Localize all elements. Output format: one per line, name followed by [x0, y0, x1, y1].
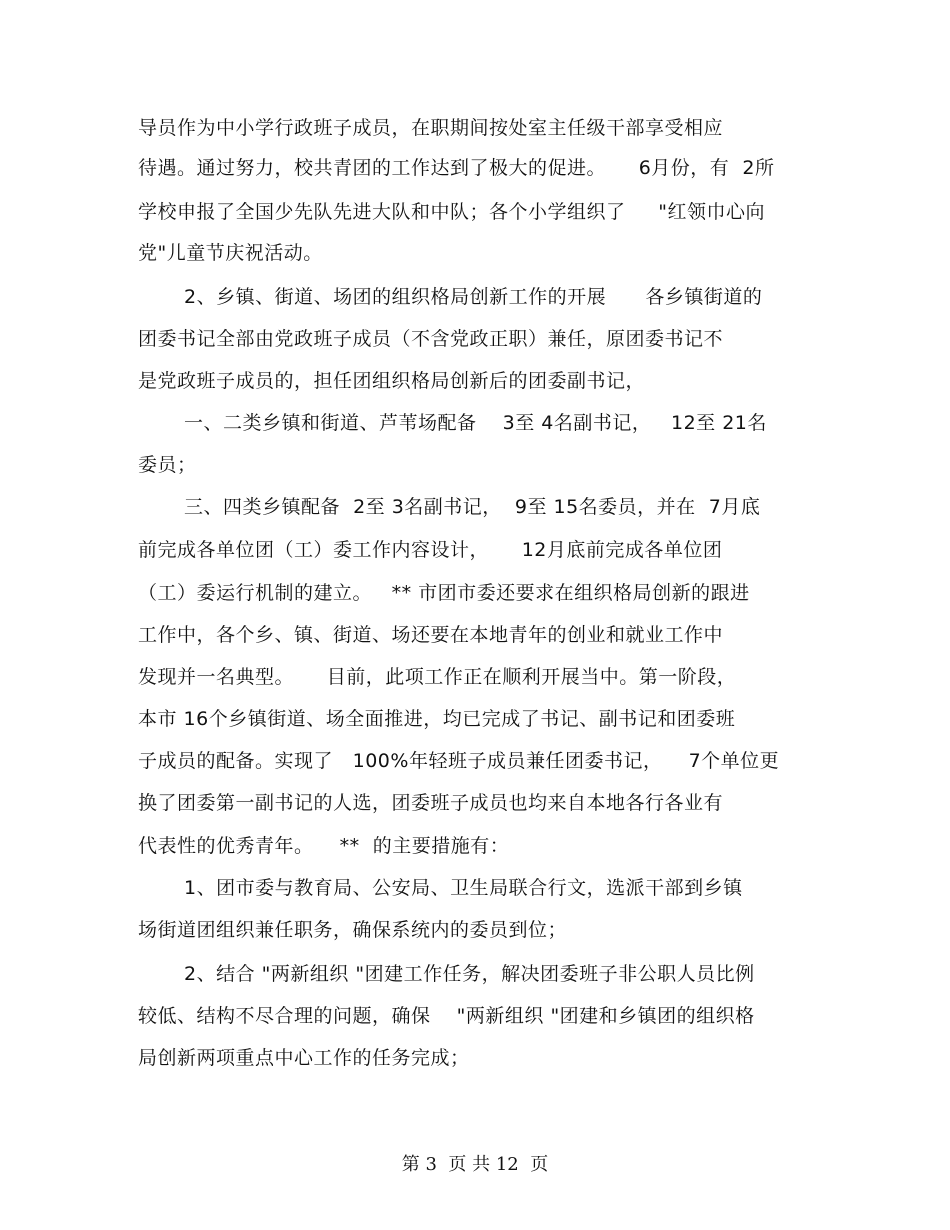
paragraph-line-5: 2、乡镇、街道、场团的组织格局创新工作的开展 各乡镇街道的 [184, 286, 763, 308]
paragraph-line-19: 1、团市委与教育局、公安局、卫生局联合行文，选派干部到乡镇 [184, 877, 743, 899]
paragraph-line-14: 发现并一名典型。 目前，此项工作正在顺利开展当中。第一阶段， [138, 666, 737, 688]
paragraph-line-9: 委员； [138, 454, 197, 476]
paragraph-line-13: 工作中，各个乡、镇、街道、场还要在本地青年的创业和就业工作中 [138, 624, 724, 646]
paragraph-line-1: 导员作为中小学行政班子成员，在职期间按处室主任级干部享受相应 [138, 117, 724, 139]
paragraph-line-12: （工）委运行机制的建立。 ** 市团市委还要求在组织格局创新的跟进 [138, 582, 750, 604]
page-number-footer: 第 3 页 共 12 页 [401, 1154, 549, 1175]
paragraph-line-8: 一、二类乡镇和街道、芦苇场配备 3至 4名副书记， 12至 21名 [184, 412, 767, 434]
paragraph-line-2: 待遇。通过努力，校共青团的工作达到了极大的促进。 6月份，有 2所 [138, 157, 775, 179]
paragraph-line-23: 局创新两项重点中心工作的任务完成； [138, 1047, 470, 1069]
paragraph-line-10: 三、四类乡镇配备 2至 3名副书记， 9至 15名委员，并在 7月底 [184, 496, 761, 518]
paragraph-line-7: 是党政班子成员的，担任团组织格局创新后的团委副书记， [138, 370, 646, 392]
paragraph-line-20: 场街道团组织兼任职务，确保系统内的委员到位； [138, 919, 568, 941]
paragraph-line-4: 党"儿童节庆祝活动。 [138, 242, 323, 264]
paragraph-line-3: 学校申报了全国少先队先进大队和中队；各个小学组织了 "红领巾心向 [138, 201, 765, 223]
paragraph-line-18: 代表性的优秀青年。 ** 的主要措施有： [138, 835, 510, 857]
paragraph-line-6: 团委书记全部由党政班子成员（不含党政正职）兼任，原团委书记不 [138, 328, 724, 350]
paragraph-line-22: 较低、结构不尽合理的问题，确保 "两新组织 "团建和乡镇团的组织格 [138, 1005, 755, 1027]
paragraph-line-15: 本市 16个乡镇街道、场全面推进，均已完成了书记、副书记和团委班 [138, 708, 736, 730]
paragraph-line-21: 2、结合 "两新组织 "团建工作任务，解决团委班子非公职人员比例 [184, 963, 755, 985]
paragraph-line-16: 子成员的配备。实现了 100%年轻班子成员兼任团委书记， 7个单位更 [138, 750, 780, 772]
paragraph-line-17: 换了团委第一副书记的人选，团委班子成员也均来自本地各行各业有 [138, 792, 724, 814]
paragraph-line-11: 前完成各单位团（工）委工作内容设计， 12月底前完成各单位团 [138, 539, 723, 561]
